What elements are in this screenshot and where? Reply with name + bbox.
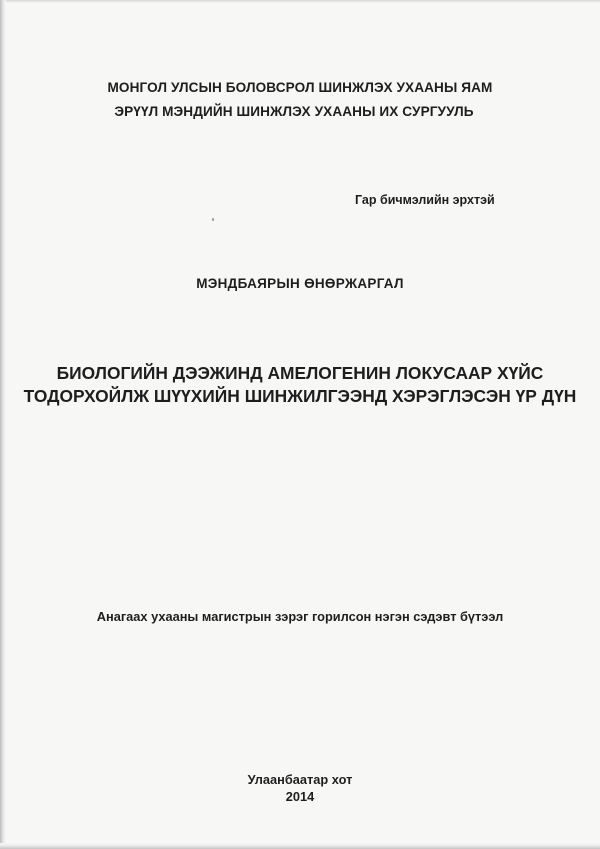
thesis-title-line-1: БИОЛОГИЙН ДЭЭЖИНД АМЕЛОГЕНИН ЛОКУСААР ХҮЙС xyxy=(56,363,544,383)
degree-statement: Анагаах ухааны магистрын зэрэг горилсон нэгэн сэдэвт бүтээл xyxy=(96,609,504,624)
publication-year: 2014 xyxy=(285,789,315,804)
university-name: ЭРҮҮЛ МЭНДИЙН ШИНЖЛЭХ УХААНЫ ИХ СУРГУУЛЬ xyxy=(114,104,474,119)
scan-edge-left xyxy=(0,0,6,849)
author-name: МЭНДБАЯРЫН ӨНӨРЖАРГАЛ xyxy=(196,276,404,291)
scan-edge-top xyxy=(0,0,600,3)
scan-speck xyxy=(212,218,214,221)
city-name: Улаанбаатар хот xyxy=(247,772,353,787)
copyright-note: Гар бичмэлийн эрхтэй xyxy=(355,193,495,207)
ministry-name: МОНГОЛ УЛСЫН БОЛОВСРОЛ ШИНЖЛЭХ УХААНЫ ЯАМ xyxy=(107,80,493,95)
thesis-title-line-2: ТОДОРХОЙЛЖ ШҮҮХИЙН ШИНЖИЛГЭЭНД ХЭРЭГЛЭСЭН ҮР ДҮН xyxy=(23,386,577,406)
scan-edge-bottom xyxy=(0,843,600,849)
